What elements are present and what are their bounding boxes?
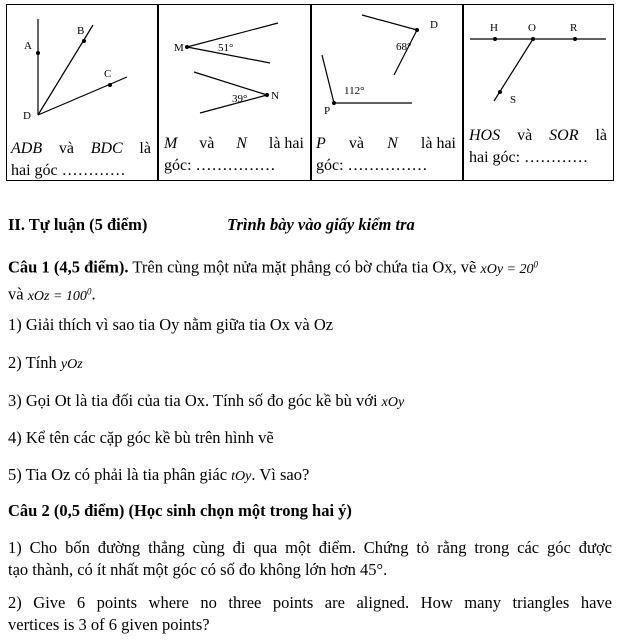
section-note: Trình bày vào giấy kiểm tra bbox=[227, 215, 415, 234]
caption-4-angle-b: SOR bbox=[549, 127, 579, 144]
label-c: C bbox=[104, 68, 112, 80]
angle-toy: tOy bbox=[231, 469, 252, 484]
ray-db bbox=[38, 25, 93, 115]
label-h: H bbox=[490, 22, 498, 34]
angle-xoy-given: xOy = $20^0$ bbox=[480, 259, 539, 277]
q2-item2-line2: vertices is 3 of 6 given points? bbox=[8, 615, 210, 634]
label-n: N bbox=[271, 90, 279, 102]
caption-3-angle-a: P bbox=[316, 135, 326, 152]
label-p: P bbox=[324, 105, 331, 117]
q2-item2-line1: 2) Give 6 points where no three points are aligned. How many triangles have bbox=[8, 593, 612, 612]
question-1-item-4: 4) Kể tên các cặp góc kề bù trên hình vẽ bbox=[8, 428, 274, 447]
caption-1-tail: là bbox=[139, 140, 151, 157]
label-d: D bbox=[430, 19, 438, 31]
caption-4-and: và bbox=[517, 127, 533, 144]
question-1-item-2: 2) Tính yOz bbox=[8, 353, 83, 372]
caption-2-angle-a: M bbox=[164, 135, 178, 152]
question-1-item-5: 5) Tia Oz có phải là tia phân giác tOy. Vì sao? bbox=[8, 465, 310, 484]
label-d: D bbox=[23, 110, 31, 122]
angle-p-ray-1 bbox=[322, 55, 334, 103]
question-1-text: Trên cùng một nửa mặt phẳng có bờ chứa tia Ox, vẽ bbox=[132, 257, 477, 277]
caption-2-angle-b: N bbox=[236, 135, 247, 152]
angle-n-ray-1 bbox=[194, 72, 267, 95]
caption-3-tail: là hai bbox=[420, 135, 456, 152]
caption-4-line2: hai góc: ………… bbox=[469, 149, 589, 166]
point-m bbox=[185, 45, 189, 49]
caption-3-and: và bbox=[348, 135, 364, 152]
ray-dc bbox=[38, 77, 127, 115]
point-h bbox=[493, 37, 497, 41]
caption-2-line2: góc: …………… bbox=[164, 157, 276, 174]
caption-4-tail: là bbox=[595, 127, 607, 144]
q2-item1-line1: 1) Cho bốn đường thẳng cùng đi qua một điểm. Chứng tỏ rằng trong các góc được bbox=[8, 538, 612, 557]
point-o bbox=[531, 37, 535, 41]
label-o: O bbox=[528, 22, 536, 34]
question-2-label: Câu 2 (0,5 điểm) (Học sinh chọn một trong hai ý) bbox=[8, 501, 352, 520]
caption-1-angle-b: BDC bbox=[90, 140, 123, 157]
figure-2-diagram bbox=[158, 5, 310, 130]
angle-xoy: xOy bbox=[381, 395, 405, 410]
angle-m-value: 51° bbox=[218, 42, 234, 54]
point-a bbox=[36, 51, 40, 55]
question-1-and: và bbox=[8, 284, 24, 304]
caption-1-line2: hai góc ………… bbox=[11, 162, 126, 179]
question-1-stem bbox=[8, 253, 538, 281]
label-s: S bbox=[510, 94, 517, 106]
figure-4-caption bbox=[469, 125, 607, 169]
angle-n-value: 39° bbox=[232, 93, 248, 105]
caption-1-and: và bbox=[58, 140, 74, 157]
section-title: II. Tự luận (5 điểm) bbox=[8, 215, 148, 234]
figure-1-caption bbox=[11, 138, 151, 182]
label-a: A bbox=[24, 40, 32, 52]
question-1-item-1: 1) Giải thích vì sao tia Oy nằm giữa tia Ox và Oz bbox=[8, 315, 334, 334]
angle-yoz: yOz bbox=[60, 357, 83, 372]
figure-4-diagram bbox=[462, 5, 612, 130]
question-2-item-1 bbox=[8, 537, 612, 581]
label-b: B bbox=[77, 25, 85, 37]
figure-3-caption bbox=[316, 133, 456, 177]
figure-1-diagram bbox=[7, 5, 157, 130]
point-b bbox=[82, 39, 86, 43]
section-heading bbox=[8, 214, 415, 236]
point-s bbox=[498, 90, 502, 94]
q2-item1-line2: tạo thành, có ít nhất một góc có số đo không lớn hơn 45°. bbox=[8, 560, 388, 579]
point-r bbox=[573, 37, 577, 41]
point-n bbox=[265, 93, 269, 97]
caption-4-angle-a: HOS bbox=[469, 127, 501, 144]
question-1-item-3: 3) Gọi Ot là tia đối của tia Ox. Tính số đo góc kề bù với xOy bbox=[8, 391, 405, 410]
question-2-item-2 bbox=[8, 592, 612, 636]
label-r: R bbox=[570, 22, 578, 34]
point-p bbox=[332, 101, 336, 105]
angle-xoz-given: xOz = $100^0$ bbox=[27, 286, 92, 304]
angle-p-value: 112° bbox=[344, 85, 365, 97]
angle-d-value: 68° bbox=[396, 41, 412, 53]
question-1-stem-line2: và xOz = $100^0$. bbox=[8, 284, 96, 304]
caption-1-angle-a: ADB bbox=[11, 140, 43, 157]
figure-2-caption bbox=[164, 133, 304, 177]
point-d bbox=[415, 28, 419, 32]
angle-d-ray-1 bbox=[362, 15, 417, 30]
point-c bbox=[108, 83, 112, 87]
label-m: M bbox=[174, 42, 184, 54]
caption-3-angle-b: N bbox=[387, 135, 398, 152]
question-1-label: Câu 1 (4,5 điểm). bbox=[8, 257, 129, 277]
caption-3-line2: góc: …………… bbox=[316, 157, 428, 174]
question-2-heading bbox=[8, 500, 352, 522]
caption-2-tail: là hai bbox=[268, 135, 304, 152]
caption-2-and: và bbox=[199, 135, 215, 152]
figure-3-diagram bbox=[310, 5, 462, 130]
